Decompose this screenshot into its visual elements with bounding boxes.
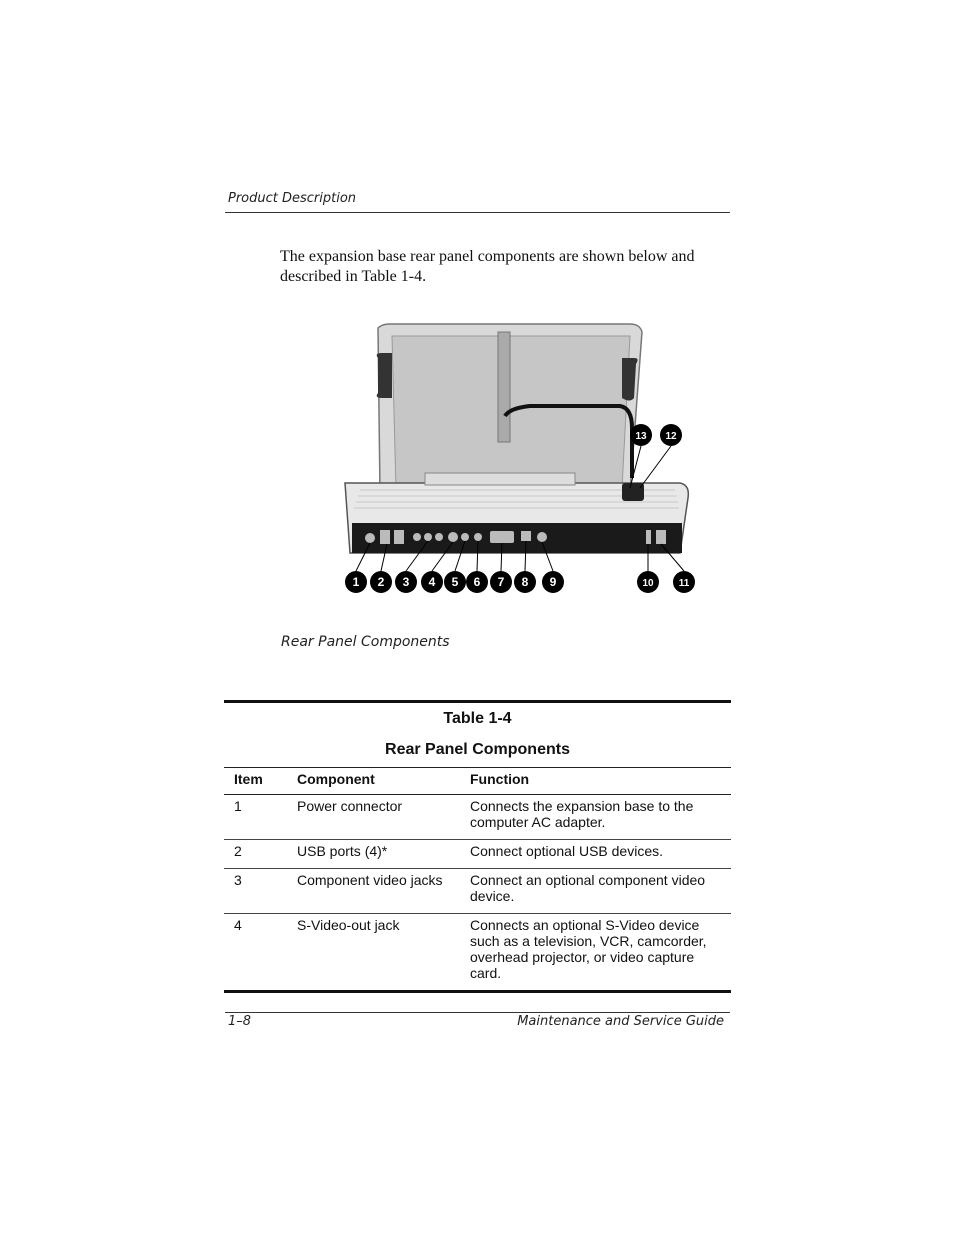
column-header-function: Function: [460, 768, 731, 795]
base-slot: [425, 473, 575, 485]
callout-11: 11: [678, 578, 690, 589]
callout-1: 1: [352, 575, 360, 589]
table-row: [224, 914, 731, 992]
callout-8: 8: [521, 575, 529, 589]
footer-rule: [225, 1012, 730, 1013]
page-number: 1–8: [228, 1014, 252, 1029]
table-row: [224, 869, 731, 914]
callout-10: 10: [642, 578, 654, 589]
rear-panel-figure: [330, 318, 705, 600]
table-row: [224, 795, 731, 840]
monitor-stand: [498, 332, 510, 442]
table-number: Table 1-4: [443, 710, 512, 727]
cell-item: 3: [224, 869, 287, 914]
table-top-rule: [224, 700, 731, 703]
cell-function: Connects the expansion base to the computer AC adapter.: [460, 795, 731, 840]
callout-9: 9: [549, 575, 557, 589]
callout-5: 5: [451, 575, 459, 589]
callout-7: 7: [497, 575, 505, 589]
cell-function: Connect optional USB devices.: [460, 840, 731, 869]
cell-component: S-Video-out jack: [287, 914, 460, 992]
cell-item: 4: [224, 914, 287, 992]
intro-paragraph: The expansion base rear panel components are shown below and described in Table 1-4.: [280, 248, 695, 285]
cell-item: 2: [224, 840, 287, 869]
callout-12: 12: [665, 431, 677, 442]
rear-panel-illustration: [330, 318, 705, 600]
guide-title: Maintenance and Service Guide: [517, 1014, 724, 1029]
callout-2: 2: [377, 575, 385, 589]
left-handle: [377, 353, 392, 398]
callout-13: 13: [635, 431, 647, 442]
cell-component: Power connector: [287, 795, 460, 840]
cable-dock: [622, 483, 644, 501]
cell-component: Component video jacks: [287, 869, 460, 914]
column-header-item: Item: [224, 768, 287, 795]
column-header-component: Component: [287, 768, 460, 795]
callout-3: 3: [402, 575, 410, 589]
running-header: Product Description: [228, 191, 357, 206]
callout-4: 4: [428, 575, 436, 589]
table-header-row: [224, 768, 731, 795]
header-rule: [225, 212, 730, 213]
figure-caption: Rear Panel Components: [281, 634, 450, 650]
cell-function: Connect an optional component video device.: [460, 869, 731, 914]
components-table: [224, 767, 731, 993]
table-title: Rear Panel Components: [385, 741, 570, 758]
cell-component: USB ports (4)*: [287, 840, 460, 869]
cell-item: 1: [224, 795, 287, 840]
cell-function: Connects an optional S-Video device such as a television, VCR, camcorder, overhead projector, or video capture card.: [460, 914, 731, 992]
table-row: [224, 840, 731, 869]
callout-6: 6: [473, 575, 481, 589]
